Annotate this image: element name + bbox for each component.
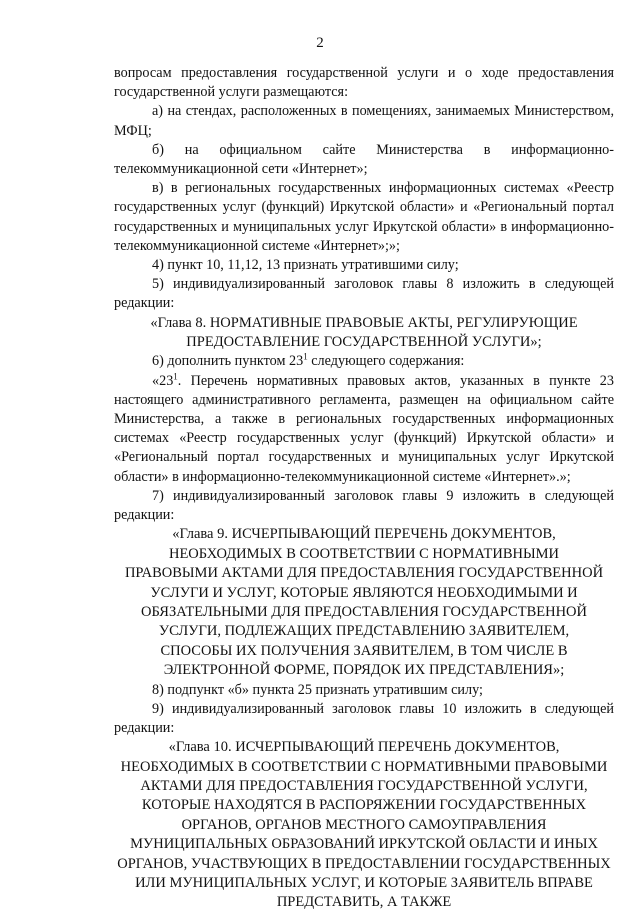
paragraph-item-5: 5) индивидуализированный заголовок главы 8 изложить в следующей редакции: bbox=[114, 276, 614, 312]
paragraph-continuation: вопросам предоставления государственной услуги и о ходе предоставления государственной услуги размещаются: bbox=[114, 65, 614, 101]
paragraph-item-23-1 bbox=[114, 372, 614, 487]
item-6-superscript: 1 bbox=[303, 351, 308, 362]
item-6-text-end: следующего содержания: bbox=[311, 353, 465, 370]
paragraph-item-b: б) на официальном сайте Министерства в информационно-телекоммуникационной сети «Интернет»; bbox=[114, 141, 614, 178]
document-body bbox=[114, 64, 614, 913]
item-23-superscript: 1 bbox=[173, 370, 178, 381]
heading-chapter-8: «Глава 8. НОРМАТИВНЫЕ ПРАВОВЫЕ АКТЫ, РЕГУЛИРУЮЩИЕ ПРЕДОСТАВЛЕНИЕ ГОСУДАРСТВЕННОЙ УСЛУГИ»; bbox=[150, 314, 578, 351]
paragraph-item-8: 8) подпункт «б» пункта 25 признать утратившим силу; bbox=[152, 681, 483, 698]
paragraph-item-7: 7) индивидуализированный заголовок главы 9 изложить в следующей редакции: bbox=[114, 487, 614, 524]
paragraph-item-4: 4) пункт 10, 11,12, 13 признать утратившими силу; bbox=[152, 257, 459, 274]
paragraph-item-v: в) в региональных государственных информационных системах «Реестр государственных услуг (функций) Иркутской области» и «Региональный портал государственных и муниципальных услуг Иркутской области» в информационно-телекоммуникационной системе «Интернет»;»; bbox=[114, 180, 614, 254]
item-6-text: 6) дополнить пунктом 23 bbox=[152, 353, 304, 370]
page-number: 2 bbox=[316, 35, 324, 51]
heading-chapter-10: «Глава 10. ИСЧЕРПЫВАЮЩИЙ ПЕРЕЧЕНЬ ДОКУМЕНТОВ, НЕОБХОДИМЫХ В СООТВЕТСТВИИ С НОРМАТИВНЫМИ ПРАВОВЫМИ АКТАМИ ДЛЯ ПРЕДОСТАВЛЕНИЯ ГОСУДАРСТВЕННОЙ УСЛУГИ, КОТОРЫЕ НАХОДЯТСЯ В РАСПОРЯЖЕНИИ ГОСУДАРСТВЕННЫХ ОРГАНОВ, ОРГАНОВ МЕСТНОГО САМОУПРАВЛЕНИЯ МУНИЦИПАЛЬНЫХ ОБРАЗОВАНИЙ ИРКУТСКОЙ ОБЛАСТИ И ИНЫХ ОРГАНОВ, УЧАСТВУЮЩИХ В ПРЕДОСТАВЛЕНИИ ГОСУДАРСТВЕННЫХ ИЛИ МУНИЦИПАЛЬНЫХ УСЛУГ, И КОТОРЫЕ ЗАЯВИТЕЛЬ ВПРАВЕ ПРЕДСТАВИТЬ, А ТАКЖЕ bbox=[117, 739, 611, 911]
paragraph-item-6 bbox=[114, 352, 614, 371]
paragraph-item-9: 9) индивидуализированный заголовок главы 10 изложить в следующей редакции: bbox=[114, 700, 614, 736]
paragraph-item-a: а) на стендах, расположенных в помещениях, занимаемых Министерством, МФЦ; bbox=[114, 103, 614, 139]
item-23-number: «23 bbox=[152, 372, 174, 389]
heading-chapter-9: «Глава 9. ИСЧЕРПЫВАЮЩИЙ ПЕРЕЧЕНЬ ДОКУМЕНТОВ, НЕОБХОДИМЫХ В СООТВЕТСТВИИ С НОРМАТИВНЫМИ ПРАВОВЫМИ АКТАМИ ДЛЯ ПРЕДОСТАВЛЕНИЯ ГОСУДАРСТВЕННОЙ УСЛУГИ И УСЛУГ, КОТОРЫЕ ЯВЛЯЮТСЯ НЕОБХОДИМЫМИ И ОБЯЗАТЕЛЬНЫМИ ДЛЯ ПРЕДОСТАВЛЕНИЯ ГОСУДАРСТВЕННОЙ УСЛУГИ, ПОДЛЕЖАЩИХ ПРЕДСТАВЛЕНИЮ ЗАЯВИТЕЛЕМ, СПОСОБЫ ИХ ПОЛУЧЕНИЯ ЗАЯВИТЕЛЕМ, В ТОМ ЧИСЛЕ В ЭЛЕКТРОННОЙ ФОРМЕ, ПОРЯДОК ИХ ПРЕДСТАВЛЕНИЯ»; bbox=[124, 526, 604, 679]
item-23-text: . Перечень нормативных правовых актов, указанных в пункте 23 настоящего административного регламента, размещен на официальном сайте Министерства, а также в региональных государственных информационных системах «Реестр государственных услуг (функций) Иркутской области» и «Региональный портал государственных и муниципальных услуг Иркутской области» в информационно-телекоммуникационной системе «Интернет».»; bbox=[114, 372, 614, 485]
